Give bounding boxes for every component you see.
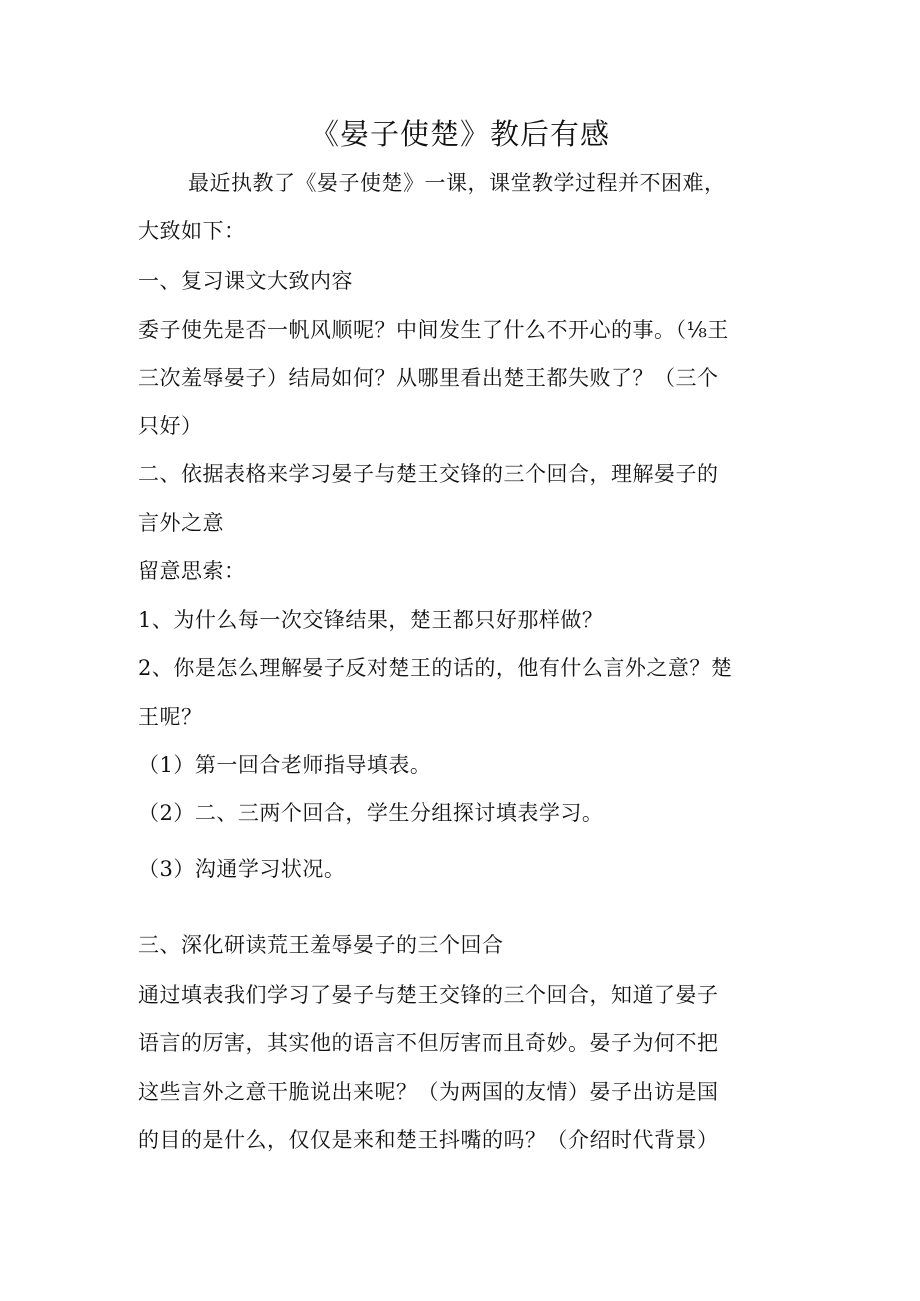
list-item: （2）二、三两个回合，学生分组探讨填表学习。 [138,801,604,825]
list-item: （1）第一回合老师指导填表。 [138,753,432,777]
document-title: 《晏子使楚》教后有感 [309,117,610,151]
section-heading: 一、复习课文大致内容 [138,269,353,293]
paragraph-line: 留意思索： [138,559,246,583]
paragraph-line: 这些言外之意干脆说出来呢？（为两国的友情）晏子出访是国 [138,1080,719,1104]
paragraph-line: 的目的是什么，仅仅是来和楚王抖嘴的吗？（介绍时代背景） [138,1128,719,1152]
list-item: 王呢？ [138,705,203,729]
paragraph-line: 委子使先是否一帆风顺呢？中间发生了什么不开心的事。（⅛王 [138,318,729,342]
section-heading: 三、深化研读荒王羞辱晏子的三个回合 [138,933,504,957]
paragraph-line: 语言的厉害，其实他的语言不但厉害而且奇妙。晏子为何不把 [138,1031,719,1055]
list-item: 1、为什么每一次交锋结果，楚王都只好那样做？ [138,608,604,632]
list-item: 2、你是怎么理解晏子反对楚王的话的，他有什么言外之意？楚 [138,656,733,680]
list-item: （3）沟通学习状况。 [138,857,346,881]
section-heading: 言外之意 [138,511,224,535]
paragraph-line: 通过填表我们学习了晏子与楚王交锋的三个回合，知道了晏子 [138,983,719,1007]
paragraph-line: 三次羞辱晏子）结局如何？从哪里看出楚王都失败了？（三个 [138,366,719,390]
paragraph-line: 只好） [138,414,203,438]
paragraph-line: 大致如下： [138,219,246,243]
section-heading: 二、依据表格来学习晏子与楚王交锋的三个回合，理解晏子的 [138,462,719,486]
paragraph-line: 最近执教了《晏子使楚》一课，课堂教学过程并不困难， [188,171,726,195]
